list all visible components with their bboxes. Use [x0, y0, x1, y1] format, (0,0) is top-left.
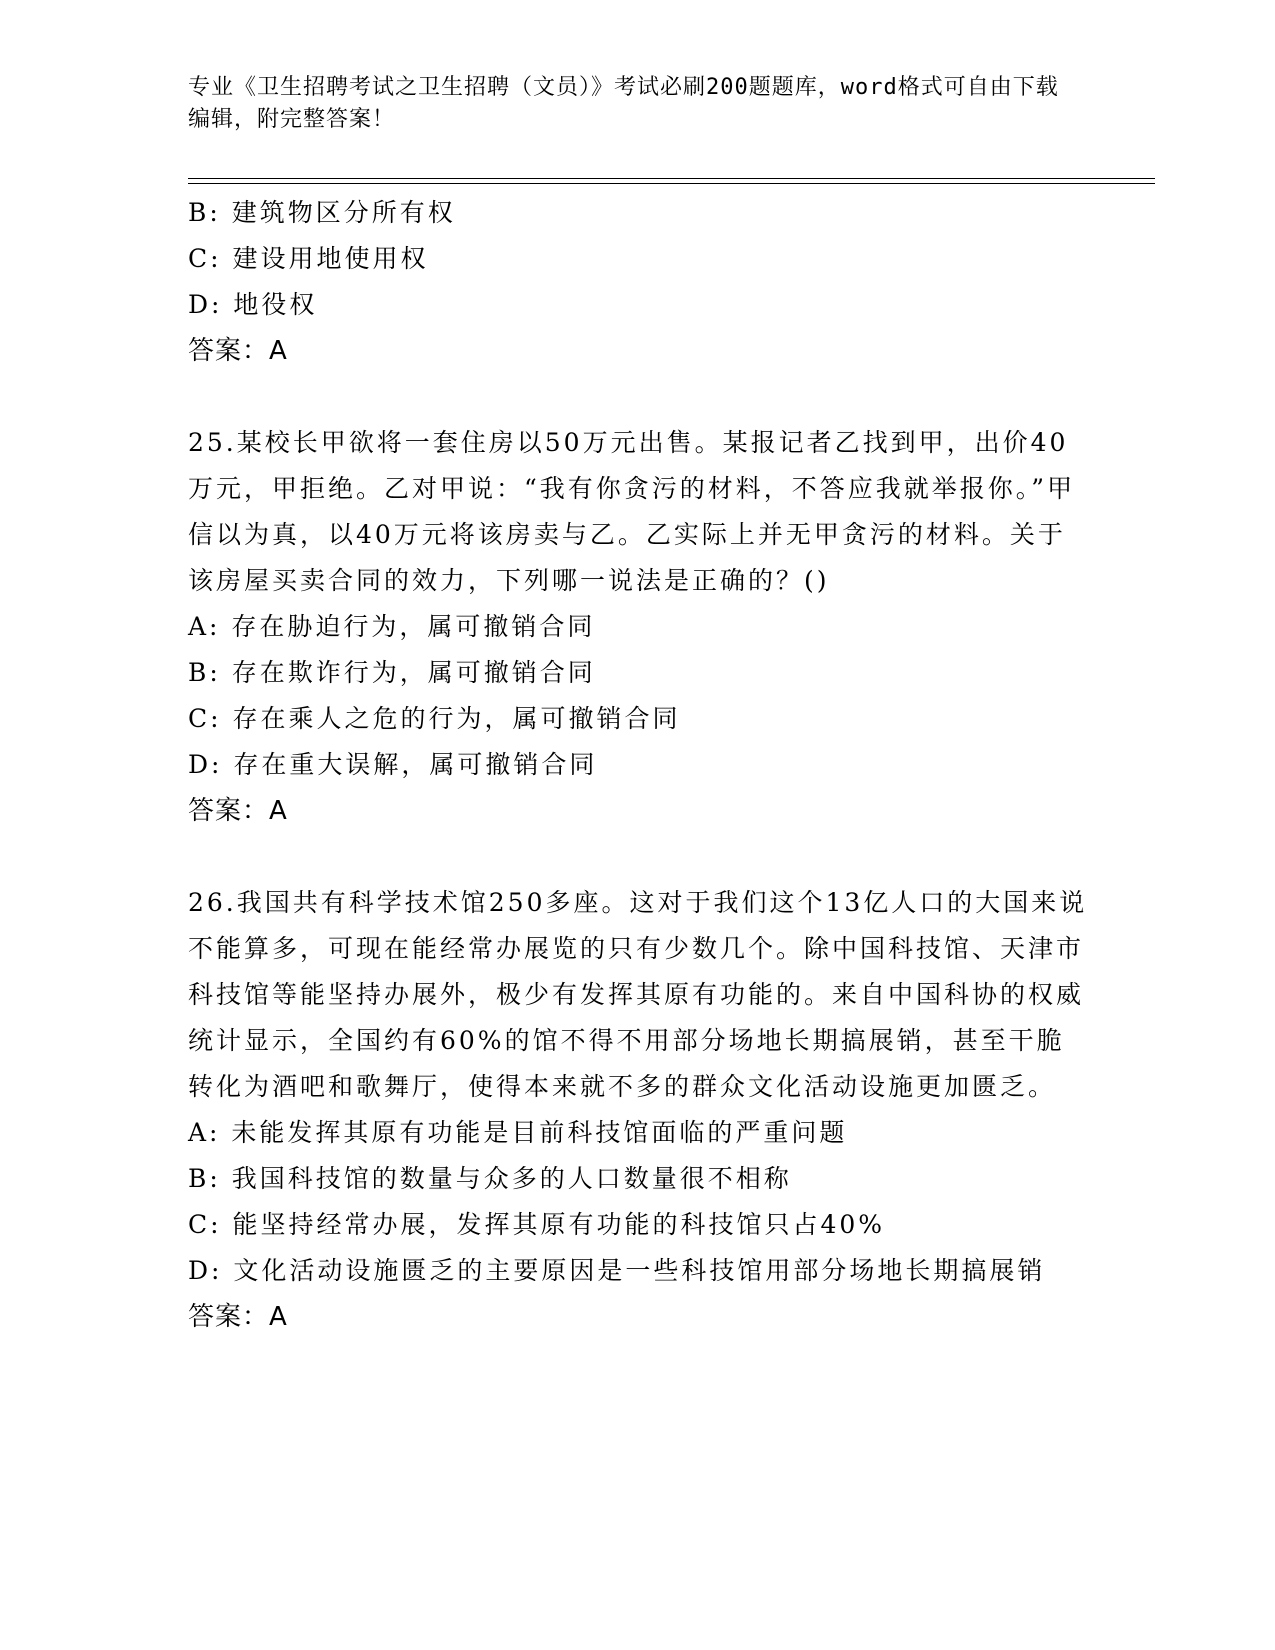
header-divider	[188, 178, 1155, 184]
option-c: C: 建设用地使用权	[188, 244, 429, 273]
option-a: A: 存在胁迫行为，属可撤销合同	[188, 612, 596, 641]
option-b: B: 建筑物区分所有权	[188, 198, 456, 227]
option-b: B: 存在欺诈行为，属可撤销合同	[188, 658, 596, 687]
answer-line: 答案：A	[188, 796, 288, 826]
document-body	[188, 190, 1088, 1340]
option-c: C: 能坚持经常办展，发挥其原有功能的科技馆只占40%	[188, 1210, 886, 1239]
spacer	[188, 834, 1088, 880]
question-26	[188, 880, 1088, 1340]
question-25	[188, 420, 1088, 834]
question-stem: 25.某校长甲欲将一套住房以50万元出售。某报记者乙找到甲，出价40万元，甲拒绝。乙对甲说：“我有你贪污的材料，不答应我就举报你。”甲信以为真，以40万元将该房卖与乙。乙实际上并无甲贪污的材料。关于该房屋买卖合同的效力，下列哪一说法是正确的？()	[188, 428, 1076, 595]
option-d: D: 地役权	[188, 290, 318, 319]
prev-question-block	[188, 190, 1088, 374]
answer-line: 答案：A	[188, 336, 288, 366]
option-d: D: 文化活动设施匮乏的主要原因是一些科技馆用部分场地长期搞展销	[188, 1256, 1046, 1285]
question-stem: 26.我国共有科学技术馆250多座。这对于我们这个13亿人口的大国来说不能算多，可现在能经常办展览的只有少数几个。除中国科技馆、天津市科技馆等能坚持办展外，极少有发挥其原有功能的。来自中国科协的权威统计显示，全国约有60%的馆不得不用部分场地长期搞展销，甚至干脆转化为酒吧和歌舞厅，使得本来就不多的群众文化活动设施更加匮乏。	[188, 888, 1088, 1101]
spacer	[188, 374, 1088, 420]
option-a: A: 未能发挥其原有功能是目前科技馆面临的严重问题	[188, 1118, 848, 1147]
option-d: D: 存在重大误解，属可撤销合同	[188, 750, 598, 779]
option-b: B: 我国科技馆的数量与众多的人口数量很不相称	[188, 1164, 792, 1193]
option-c: C: 存在乘人之危的行为，属可撤销合同	[188, 704, 681, 733]
document-header: 专业《卫生招聘考试之卫生招聘（文员）》考试必刷200题题库，word格式可自由下载编辑，附完整答案！	[188, 75, 1059, 132]
answer-line: 答案：A	[188, 1302, 288, 1332]
